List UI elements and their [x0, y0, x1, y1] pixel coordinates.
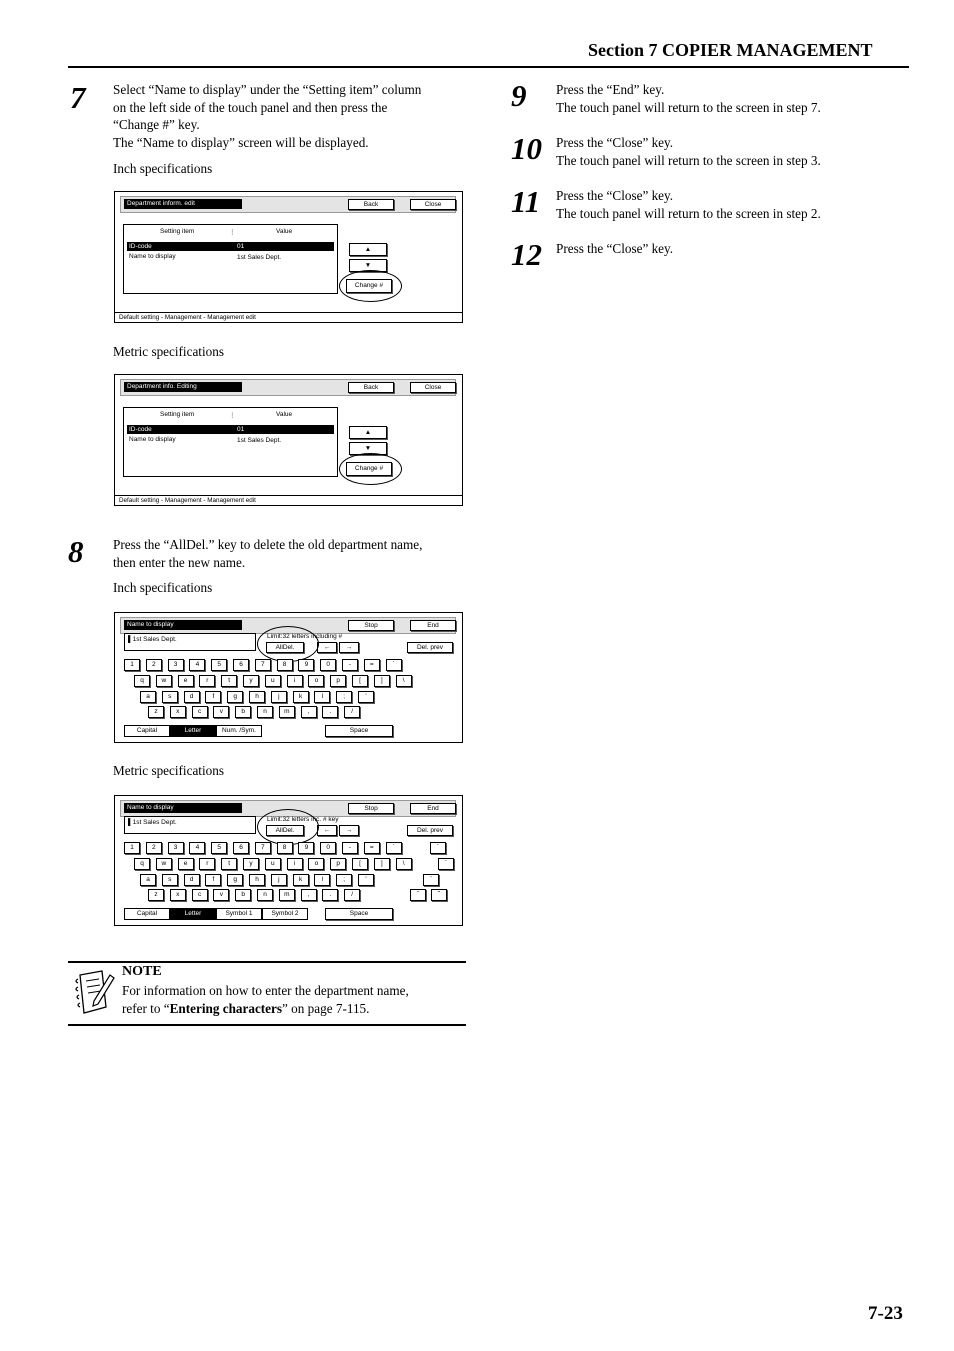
accent-key[interactable]: ´ — [430, 842, 446, 854]
change-number-button[interactable]: Change # — [346, 279, 392, 293]
step-8-text — [113, 536, 473, 571]
highlight-circle — [257, 626, 319, 662]
character-limit-text: Limit:32 letters inc. # key — [267, 816, 339, 823]
name-input-value: 1st Sales Dept. — [132, 819, 177, 826]
step-7-line: “Change #” key. — [113, 117, 200, 132]
key-row1-5[interactable]: 6 — [233, 842, 249, 854]
key-row3-8[interactable]: l — [314, 874, 330, 886]
key-row2-5[interactable]: y — [243, 675, 259, 687]
list-item-value: 01 — [237, 426, 245, 433]
alldel-button[interactable]: AllDel. — [266, 642, 304, 653]
list-item-name-to-display[interactable] — [127, 252, 334, 261]
key-row2-8[interactable]: o — [308, 675, 324, 687]
key-row2-12[interactable]: \ — [396, 675, 412, 687]
key-row4-3[interactable]: v — [213, 706, 229, 718]
key-row3-9[interactable]: ; — [336, 691, 352, 703]
section-header: Section 7 COPIER MANAGEMENT — [588, 40, 873, 60]
tab-capital[interactable]: Capital — [124, 908, 170, 920]
key-row3-6[interactable]: j — [271, 691, 287, 703]
stop-button[interactable]: Stop — [348, 803, 394, 814]
end-button[interactable]: End — [410, 803, 456, 814]
key-row1-10[interactable]: - — [342, 842, 358, 854]
key-row1-9[interactable]: 0 — [320, 659, 336, 671]
scroll-down-button[interactable]: ▼ — [349, 259, 387, 272]
accent-key[interactable]: ˜ — [431, 889, 447, 901]
key-row1-7[interactable]: 8 — [277, 842, 293, 854]
key-row2-4[interactable]: t — [221, 675, 237, 687]
step-7-metric-label: Metric specifications — [113, 344, 224, 359]
step-7-text — [113, 81, 473, 151]
list-item-value: 1st Sales Dept. — [237, 254, 282, 261]
space-button[interactable]: Space — [325, 725, 393, 737]
key-row2-3[interactable]: r — [199, 858, 215, 870]
key-row3-1[interactable]: s — [162, 874, 178, 886]
column-divider: ⋮ — [229, 412, 236, 419]
delete-previous-button[interactable]: Del. prev — [407, 825, 453, 836]
tab-symbol-2[interactable]: Symbol 2 — [262, 908, 308, 920]
header-rule — [68, 66, 909, 68]
setting-list — [123, 224, 338, 294]
key-row4-7[interactable]: , — [301, 706, 317, 718]
column-setting-item: Setting item — [160, 228, 195, 235]
key-row2-7[interactable]: i — [287, 675, 303, 687]
key-row1-11[interactable]: = — [364, 842, 380, 854]
step-8-metric-label: Metric specifications — [113, 763, 224, 778]
key-row1-4[interactable]: 5 — [211, 659, 227, 671]
step-11-line: Press the “Close” key. — [556, 188, 674, 203]
step-7-inch-label: Inch specifications — [113, 161, 213, 176]
change-number-button[interactable]: Change # — [346, 462, 392, 476]
key-row1-1[interactable]: 2 — [146, 842, 162, 854]
cursor-right-button[interactable]: → — [339, 642, 359, 653]
step-10-text — [556, 134, 821, 169]
step-9-text — [556, 81, 821, 116]
note-line: For information on how to enter the department name, — [122, 983, 409, 998]
name-input-field[interactable]: ▌1st Sales Dept. — [124, 633, 256, 651]
panel-title: Department info. Editing — [124, 382, 242, 392]
accent-key[interactable]: ` — [438, 858, 454, 870]
key-row1-7[interactable]: 8 — [277, 659, 293, 671]
step-10-number: 10 — [511, 131, 542, 166]
cursor-right-button[interactable]: → — [339, 825, 359, 836]
key-row1-3[interactable]: 4 — [189, 659, 205, 671]
note-line: refer to “Entering characters” on page 7-115. — [122, 1000, 370, 1016]
key-row3-8[interactable]: l — [314, 691, 330, 703]
key-row2-12[interactable]: \ — [396, 858, 412, 870]
key-row4-0[interactable]: z — [148, 889, 164, 901]
step-7-number: 7 — [70, 80, 86, 115]
scroll-down-button[interactable]: ▼ — [349, 442, 387, 455]
column-divider: ⋮ — [229, 229, 236, 236]
step-10-line: The touch panel will return to the screen in step 3. — [556, 152, 821, 168]
tab-symbol-1[interactable]: Symbol 1 — [216, 908, 262, 920]
key-row3-6[interactable]: j — [271, 874, 287, 886]
back-button[interactable]: Back — [348, 382, 394, 393]
step-7-line: The “Name to display” screen will be displayed. — [113, 134, 369, 150]
key-row3-9[interactable]: ; — [336, 874, 352, 886]
step-9-line: The touch panel will return to the screen in step 7. — [556, 99, 821, 115]
key-row1-6[interactable]: 7 — [255, 842, 271, 854]
key-row1-1[interactable]: 2 — [146, 659, 162, 671]
key-row1-12[interactable]: ` — [386, 659, 402, 671]
key-row2-3[interactable]: r — [199, 675, 215, 687]
key-row4-6[interactable]: m — [279, 706, 295, 718]
step-11-text — [556, 187, 821, 222]
list-item-name-to-display[interactable] — [127, 435, 334, 444]
page-number: 7-23 — [868, 1303, 903, 1324]
key-row2-10[interactable]: [ — [352, 675, 368, 687]
setting-list — [123, 407, 338, 477]
space-button[interactable]: Space — [325, 908, 393, 920]
list-item-label: ID-code — [129, 243, 152, 250]
key-row1-2[interactable]: 3 — [168, 842, 184, 854]
key-row3-3[interactable]: f — [205, 691, 221, 703]
key-row2-5[interactable]: y — [243, 858, 259, 870]
key-row4-9[interactable]: / — [344, 706, 360, 718]
key-row2-9[interactable]: p — [330, 675, 346, 687]
highlight-circle — [339, 270, 402, 302]
character-limit-text: Limit:32 letters including # — [267, 633, 343, 640]
key-row2-6[interactable]: u — [265, 675, 281, 687]
key-row3-0[interactable]: a — [140, 691, 156, 703]
key-row3-10[interactable]: ' — [358, 874, 374, 886]
key-row3-0[interactable]: a — [140, 874, 156, 886]
key-row1-12[interactable]: ` — [386, 842, 402, 854]
step-9-number: 9 — [511, 78, 527, 113]
key-row4-2[interactable]: c — [192, 706, 208, 718]
panel-title: Name to display — [124, 803, 242, 813]
key-row4-1[interactable]: x — [170, 889, 186, 901]
scroll-up-button[interactable]: ▲ — [349, 426, 387, 439]
scroll-up-button[interactable]: ▲ — [349, 243, 387, 256]
key-row1-10[interactable]: - — [342, 659, 358, 671]
name-input-field[interactable]: ▌1st Sales Dept. — [124, 816, 256, 834]
key-row1-0[interactable]: 1 — [124, 659, 140, 671]
close-button[interactable]: Close — [410, 199, 456, 210]
stop-button[interactable]: Stop — [348, 620, 394, 631]
note-bottom-rule — [68, 1024, 466, 1026]
tab-letter[interactable]: Letter — [170, 908, 216, 920]
key-row3-7[interactable]: k — [293, 691, 309, 703]
step-8-inch-label: Inch specifications — [113, 580, 213, 595]
key-row3-4[interactable]: g — [227, 874, 243, 886]
key-row4-7[interactable]: , — [301, 889, 317, 901]
key-row2-11[interactable]: ] — [374, 858, 390, 870]
key-row2-0[interactable]: q — [134, 675, 150, 687]
cursor-left-button[interactable]: ← — [317, 642, 337, 653]
key-row2-11[interactable]: ] — [374, 675, 390, 687]
step-8-number: 8 — [68, 534, 84, 569]
key-row4-4[interactable]: b — [235, 889, 251, 901]
key-row4-9[interactable]: / — [344, 889, 360, 901]
column-value: Value — [276, 228, 293, 235]
panel-title: Department inform. edit — [124, 199, 242, 209]
note-link-text: Entering characters — [169, 1000, 283, 1016]
key-row4-8[interactable]: . — [322, 889, 338, 901]
tab-letter[interactable]: Letter — [170, 725, 216, 737]
key-row2-7[interactable]: i — [287, 858, 303, 870]
step-11-number: 11 — [511, 184, 541, 219]
key-row2-1[interactable]: w — [156, 858, 172, 870]
end-button[interactable]: End — [410, 620, 456, 631]
key-row2-9[interactable]: p — [330, 858, 346, 870]
key-row4-0[interactable]: z — [148, 706, 164, 718]
list-item-label: ID-code — [129, 426, 152, 433]
panel-footer: Default setting - Management - Management edit — [115, 495, 462, 505]
key-row1-5[interactable]: 6 — [233, 659, 249, 671]
key-row1-3[interactable]: 4 — [189, 842, 205, 854]
key-row1-9[interactable]: 0 — [320, 842, 336, 854]
accent-key[interactable]: ˆ — [410, 889, 426, 901]
key-row2-10[interactable]: [ — [352, 858, 368, 870]
key-row3-5[interactable]: h — [249, 691, 265, 703]
list-item-id-code[interactable] — [127, 425, 334, 434]
list-item-value: 01 — [237, 243, 245, 250]
step-10-line: Press the “Close” key. — [556, 135, 674, 150]
close-button[interactable]: Close — [410, 382, 456, 393]
key-row3-3[interactable]: f — [205, 874, 221, 886]
key-row2-2[interactable]: e — [178, 858, 194, 870]
key-row4-1[interactable]: x — [170, 706, 186, 718]
panel-title: Name to display — [124, 620, 242, 630]
key-row4-2[interactable]: c — [192, 889, 208, 901]
key-row4-8[interactable]: . — [322, 706, 338, 718]
step-7-line: Select “Name to display” under the “Setting item” column — [113, 82, 422, 97]
highlight-circle — [257, 809, 319, 845]
panel-title-bar — [120, 196, 456, 213]
panel-title-bar — [120, 379, 456, 396]
key-row4-4[interactable]: b — [235, 706, 251, 718]
step-12-number: 12 — [511, 237, 542, 272]
tab-capital[interactable]: Capital — [124, 725, 170, 737]
delete-previous-button[interactable]: Del. prev — [407, 642, 453, 653]
step-12-line: Press the “Close” key. — [556, 241, 674, 256]
list-item-id-code[interactable] — [127, 242, 334, 251]
key-row3-7[interactable]: k — [293, 874, 309, 886]
note-heading: NOTE — [122, 964, 162, 979]
list-item-label: Name to display — [129, 253, 176, 260]
column-value: Value — [276, 411, 293, 418]
name-input-value: 1st Sales Dept. — [132, 636, 177, 643]
step-8-line: then enter the new name. — [113, 554, 246, 570]
step-9-line: Press the “End” key. — [556, 82, 665, 97]
tab-num-sym[interactable]: Num. /Sym. — [216, 725, 262, 737]
key-row3-4[interactable]: g — [227, 691, 243, 703]
key-row3-10[interactable]: ' — [358, 691, 374, 703]
key-row2-0[interactable]: q — [134, 858, 150, 870]
highlight-circle — [339, 453, 402, 485]
cursor-left-button[interactable]: ← — [317, 825, 337, 836]
back-button[interactable]: Back — [348, 199, 394, 210]
key-row2-4[interactable]: t — [221, 858, 237, 870]
key-row4-5[interactable]: n — [257, 889, 273, 901]
keyboard-panel-inch — [114, 612, 463, 743]
panel-footer: Default setting - Management - Management edit — [115, 312, 462, 322]
key-row1-4[interactable]: 5 — [211, 842, 227, 854]
key-row4-3[interactable]: v — [213, 889, 229, 901]
accent-key[interactable]: ¨ — [423, 874, 439, 886]
notepad-pencil-icon — [72, 967, 116, 1017]
key-row1-2[interactable]: 3 — [168, 659, 184, 671]
key-row3-2[interactable]: d — [184, 874, 200, 886]
note-text — [122, 982, 462, 1017]
key-row4-5[interactable]: n — [257, 706, 273, 718]
key-row2-6[interactable]: u — [265, 858, 281, 870]
keyboard-panel-metric — [114, 795, 463, 926]
note-top-rule — [68, 961, 466, 963]
key-row1-6[interactable]: 7 — [255, 659, 271, 671]
key-row1-11[interactable]: = — [364, 659, 380, 671]
key-row2-1[interactable]: w — [156, 675, 172, 687]
department-edit-panel-inch — [114, 191, 463, 323]
list-item-value: 1st Sales Dept. — [237, 437, 282, 444]
key-row4-6[interactable]: m — [279, 889, 295, 901]
list-item-label: Name to display — [129, 436, 176, 443]
alldel-button[interactable]: AllDel. — [266, 825, 304, 836]
key-row1-8[interactable]: 9 — [298, 659, 314, 671]
step-7-line: on the left side of the touch panel and then press the — [113, 99, 388, 115]
step-8-line: Press the “AllDel.” key to delete the old department name, — [113, 537, 423, 552]
key-row3-1[interactable]: s — [162, 691, 178, 703]
key-row3-2[interactable]: d — [184, 691, 200, 703]
key-row2-2[interactable]: e — [178, 675, 194, 687]
key-row2-8[interactable]: o — [308, 858, 324, 870]
step-12-text — [556, 240, 673, 258]
department-edit-panel-metric — [114, 374, 463, 506]
key-row3-5[interactable]: h — [249, 874, 265, 886]
key-row1-8[interactable]: 9 — [298, 842, 314, 854]
key-row1-0[interactable]: 1 — [124, 842, 140, 854]
column-setting-item: Setting item — [160, 411, 195, 418]
step-11-line: The touch panel will return to the screen in step 2. — [556, 205, 821, 221]
